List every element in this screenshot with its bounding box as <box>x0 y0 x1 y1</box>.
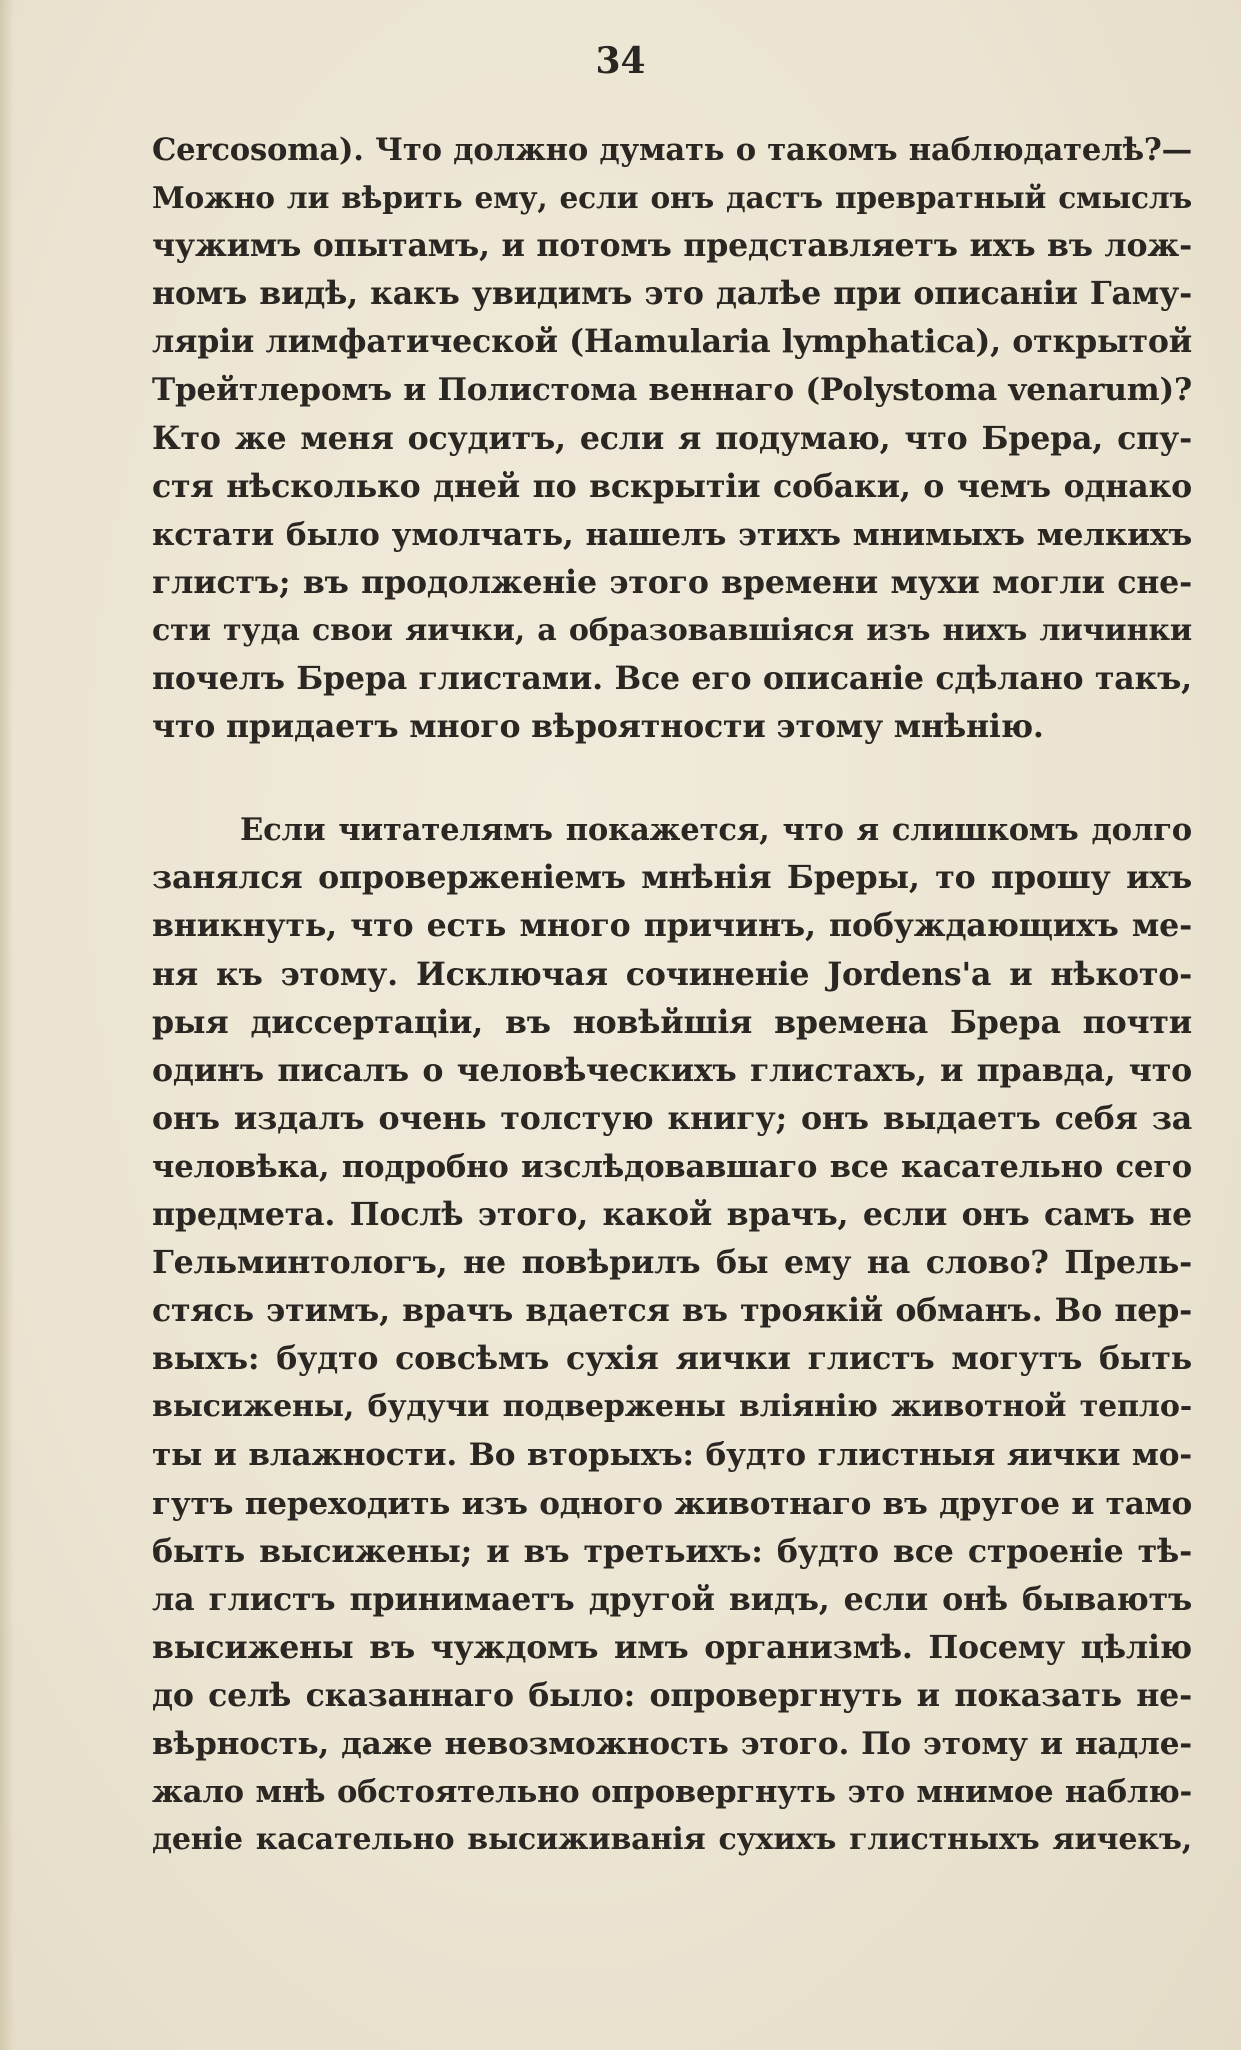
paragraph-1 <box>152 126 1192 751</box>
text-line: рыя диссертаціи, въ новѣйшія времена Брера почти <box>152 1003 1192 1041</box>
text-line: высижены, будучи подвержены вліянію животной тепло- <box>152 1389 1192 1425</box>
text-line: человѣка, подробно изслѣдовавшаго все касательно сего <box>152 1148 1192 1185</box>
text-line: занялся опроверженіемъ мнѣнія Бреры, то прошу ихъ <box>152 859 1192 897</box>
text-line: ляріи лимфатической (Hamularia lymphatica), открытой <box>152 323 1192 361</box>
text-line: ты и влажности. Во вторыхъ: будто глистныя яички мо- <box>152 1437 1192 1474</box>
text-line: кстати было умолчать, нашелъ этихъ мнимыхъ мелкихъ <box>152 516 1192 553</box>
text-line: номъ видѣ, какъ увидимъ это далѣе при описаніи Гаму- <box>152 275 1192 313</box>
text-line: до селѣ сказаннаго было: опровергнуть и показать не- <box>152 1676 1192 1714</box>
text-line: Кто же меня осудитъ, если я подумаю, что Брера, спу- <box>152 419 1192 457</box>
page-shadow-edge <box>0 0 14 2050</box>
text-line: Если читателямъ покажется, что я слишкомъ долго <box>240 812 1192 849</box>
text-line: что придаетъ много вѣроятности этому мнѣнію. <box>152 708 1044 746</box>
text-line: Гельминтологъ, не повѣрилъ бы ему на слово? Прель- <box>152 1244 1192 1282</box>
text-line: выхъ: будто совсѣмъ сухія яички глистъ могутъ быть <box>152 1340 1192 1378</box>
text-line: стясь этимъ, врачъ вдается въ троякій обманъ. Во пер- <box>152 1292 1192 1330</box>
page-number: 34 <box>595 40 646 82</box>
text-line: онъ издалъ очень толстую книгу; онъ выдаетъ себя за <box>152 1099 1192 1137</box>
paragraph-spacer <box>152 751 1192 806</box>
text-line: предмета. Послѣ этого, какой врачъ, если онъ самъ не <box>152 1195 1192 1233</box>
text-line: быть высижены; и въ третьихъ: будто все строеніе тѣ- <box>152 1532 1192 1570</box>
text-line: стя нѣсколько дней по вскрытіи собаки, о чемъ однако <box>152 467 1192 505</box>
text-line: деніе касательно высиживанія сухихъ глистныхъ яичекъ, <box>152 1822 1192 1858</box>
body-text <box>152 126 1192 1864</box>
text-line: чужимъ опытамъ, и потомъ представляетъ ихъ въ лож- <box>152 227 1192 265</box>
text-line: ла глистъ принимаетъ другой видъ, если онѣ бываютъ <box>152 1580 1192 1618</box>
text-line: почелъ Брера глистами. Все его описаніе сдѣлано такъ, <box>152 660 1192 698</box>
text-line: высижены въ чуждомъ имъ организмѣ. Посему цѣлію <box>152 1628 1192 1666</box>
text-line: ня къ этому. Исключая сочиненіе Jordens'а и нѣкото- <box>152 955 1192 993</box>
paragraph-2 <box>152 806 1192 1864</box>
text-line: жало мнѣ обстоятельно опровергнуть это мнимое наблю- <box>152 1774 1192 1811</box>
text-line: глистъ; въ продолженіе этого времени мухи могли сне- <box>152 563 1192 601</box>
text-line: вникнуть, что есть много причинъ, побуждающихъ ме- <box>152 907 1192 945</box>
text-line: одинъ писалъ о человѣческихъ глистахъ, и правда, что <box>152 1051 1192 1089</box>
text-line: Трейтлеромъ и Полистома веннаго (Polystoma venarum)? <box>152 372 1192 409</box>
text-line: сти туда свои яички, а образовавшіяся изъ нихъ личинки <box>152 612 1192 648</box>
text-line: Cercosoma). Что должно думать о такомъ наблюдателѣ?— <box>152 132 1192 168</box>
text-line: вѣрность, даже невозможность этого. По этому и надле- <box>152 1726 1192 1762</box>
text-line: Можно ли вѣрить ему, если онъ дастъ превратный смыслъ <box>152 180 1192 216</box>
text-line: гутъ переходить изъ одного животнаго въ другое и тамо <box>152 1485 1192 1522</box>
